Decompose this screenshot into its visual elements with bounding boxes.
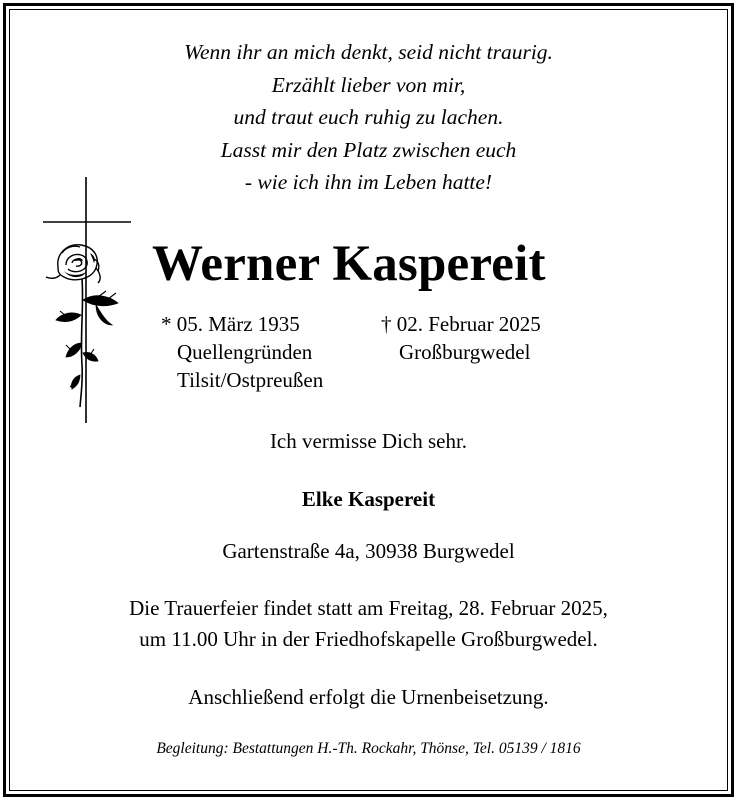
- death-date: † 02. Februar 2025: [381, 312, 541, 336]
- burial-note: Anschließend erfolgt die Urnenbeisetzung.: [188, 685, 549, 709]
- mourner-address: Gartenstraße 4a, 30938 Burgwedel: [222, 539, 515, 563]
- birth-block: [161, 310, 323, 394]
- birth-date: * 05. März 1935: [161, 312, 300, 336]
- poem-line: Lasst mir den Platz zwischen euch: [220, 137, 517, 162]
- cross-with-rose-icon: [36, 175, 136, 425]
- ceremony-line-2: um 11.00 Uhr in der Friedhofskapelle Großburgwedel.: [139, 627, 598, 651]
- death-place: Großburgwedel: [399, 340, 531, 364]
- funeral-home-credit: Begleitung: Bestattungen H.-Th. Rockahr, Thönse, Tel. 05139 / 1816: [156, 740, 581, 757]
- birth-place: Quellengründen: [177, 340, 313, 364]
- mourner-name: Elke Kaspereit: [301, 487, 436, 511]
- poem-line: Erzählt lieber von mir,: [271, 72, 466, 97]
- birth-region: Tilsit/Ostpreußen: [177, 368, 324, 392]
- poem-line: und traut euch ruhig zu lachen.: [233, 105, 504, 129]
- deceased-name: Werner Kaspereit: [152, 236, 546, 292]
- death-block: [381, 310, 541, 366]
- message: Ich vermisse Dich sehr.: [269, 429, 468, 453]
- poem-line: - wie ich ihn im Leben hatte!: [244, 170, 493, 194]
- ceremony-line-1: Die Trauerfeier findet statt am Freitag, 28. Februar 2025,: [129, 596, 608, 620]
- poem-line: Wenn ihr an mich denkt, seid nicht traurig.: [184, 40, 553, 64]
